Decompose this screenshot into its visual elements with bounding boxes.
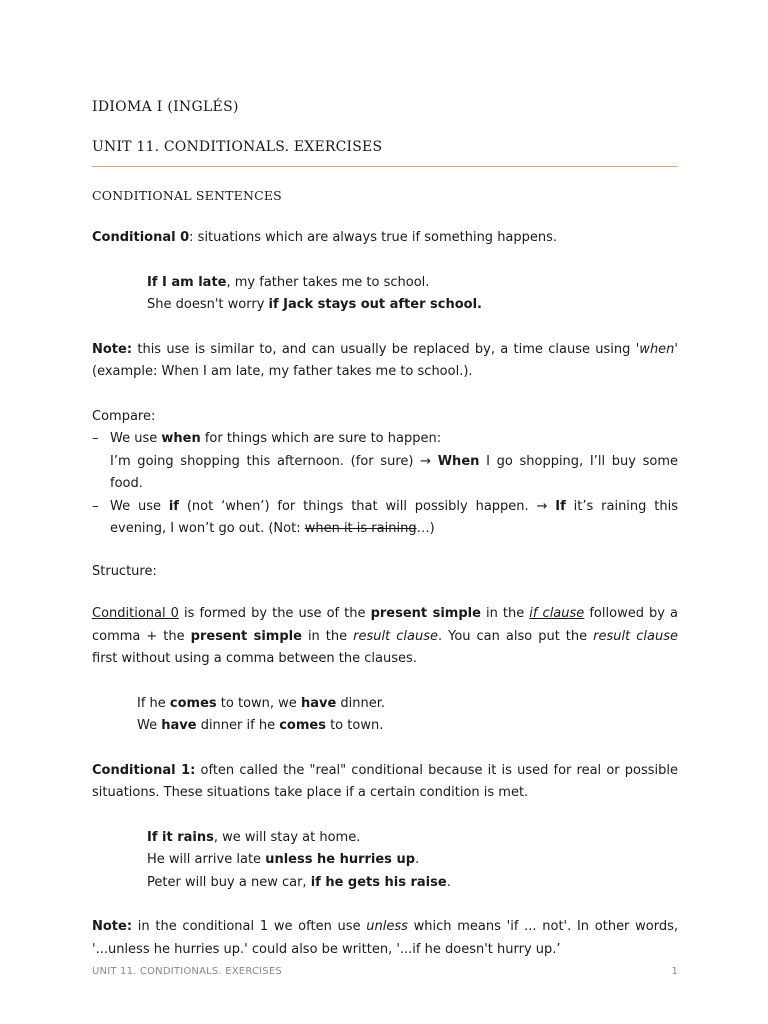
example-sentence: He will arrive late unless he hurries up. — [147, 852, 420, 867]
structure-paragraph: Conditional 0 is formed by the use of the present simple in the if clause followed by a comma + the present simple in the result clause. You can also put the result clause first without using a comma between the clauses. — [92, 606, 678, 666]
cond1-examples — [92, 827, 678, 895]
page-number: 1 — [671, 966, 678, 977]
structure-label: Structure: — [92, 563, 157, 579]
cond0-definition: Conditional 0: situations which are always true if something happens. — [92, 230, 558, 245]
cond0-note: Note: this use is similar to, and can usually be replaced by, a time clause using 'when' (example: When I am late, my father takes me to school.). — [92, 341, 678, 379]
cond0-label: Conditional 0 — [92, 230, 190, 245]
footer-title: UNIT 11. CONDITIONALS. EXERCISES — [92, 966, 282, 977]
unit-title: UNIT 11. CONDITIONALS. EXERCISES — [92, 139, 383, 155]
cond0-examples — [92, 272, 678, 317]
cond1-definition: Conditional 1: often called the "real" conditional because it is used for real or possible situations. These situations take place if a certain condition is met. — [92, 762, 678, 800]
example-sentence: If I am late, my father takes me to school. — [147, 274, 430, 290]
example-sentence: We have dinner if he comes to town. — [137, 718, 384, 733]
example-sentence: She doesn't worry if Jack stays out after school. — [147, 297, 482, 312]
example-sentence: If he comes to town, we have dinner. — [137, 695, 386, 711]
list-item: – We use when for things which are sure to happen: I’m going shopping this afternoon. (for sure) → When I go shopping, I’ll buy some food. — [92, 431, 678, 491]
cond1-label: Conditional 1: — [92, 762, 196, 778]
section-title: CONDITIONAL SENTENCES — [92, 188, 282, 203]
example-sentence: If it rains, we will stay at home. — [147, 829, 361, 845]
example-sentence: Peter will buy a new car, if he gets his raise. — [147, 874, 451, 890]
list-item: – We use if (not ‘when’) for things that will possibly happen. → If it’s raining this evening, I won’t go out. (Not: when it is raining…) — [92, 498, 678, 536]
title-divider — [92, 166, 678, 167]
cond1-note: Note: in the conditional 1 we often use unless which means 'if ... not'. In other words, '...unless he hurries up.' could also be written, '...if he doesn't hurry up.’ — [92, 919, 678, 957]
structure-examples — [92, 693, 678, 738]
course-title: IDIOMA I (INGLÉS) — [92, 99, 239, 115]
page-content — [92, 96, 678, 961]
compare-list — [92, 428, 678, 541]
compare-label: Compare: — [92, 408, 156, 424]
page-footer — [92, 966, 678, 977]
